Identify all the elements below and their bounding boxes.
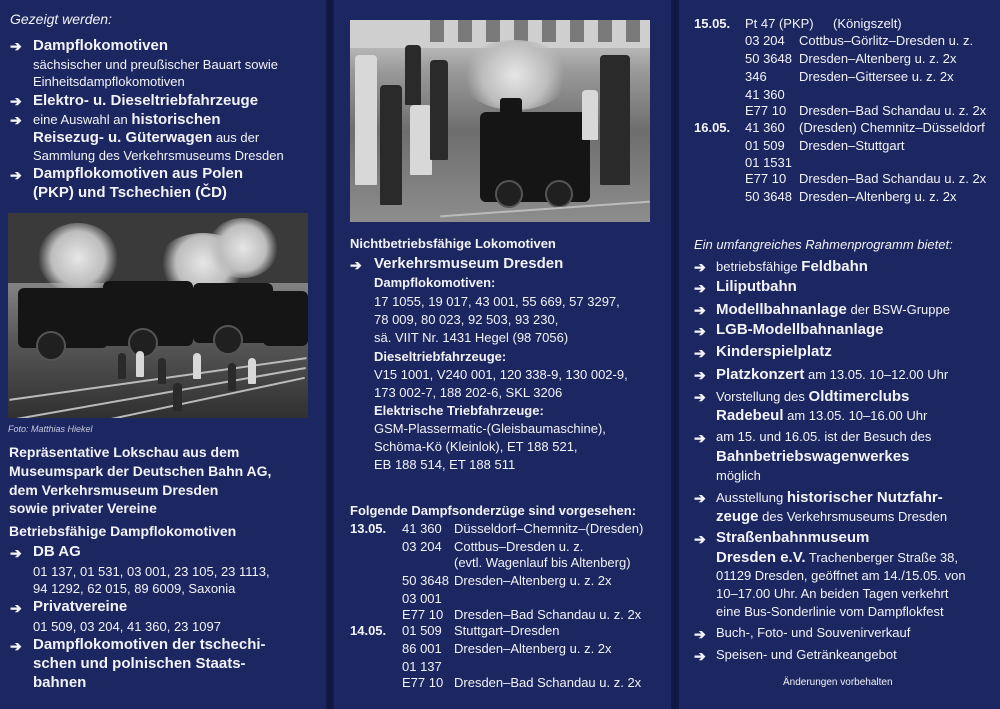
train-route: Düsseldorf–Chemnitz–(Dresden) bbox=[454, 521, 644, 536]
arrow-icon: ➔ bbox=[694, 490, 706, 506]
photo-credit: Foto: Matthias Hiekel bbox=[8, 424, 93, 434]
arrow-icon: ➔ bbox=[10, 638, 22, 654]
arrow-icon: ➔ bbox=[694, 389, 706, 405]
train-number: 01 137 bbox=[402, 659, 442, 674]
train-number: 50 3648 bbox=[745, 51, 792, 66]
program-item: Kinderspielplatz bbox=[716, 343, 832, 360]
train-number: 41 360 bbox=[402, 521, 442, 536]
text-line: sä. VIIT Nr. 1431 Hegel (98 7056) bbox=[374, 330, 569, 345]
fold-line bbox=[671, 0, 679, 709]
program-item: am 15. und 16.05. ist der Besuch des bbox=[716, 429, 932, 444]
arrow-icon: ➔ bbox=[694, 323, 706, 339]
train-number: 01 509 bbox=[402, 623, 442, 638]
train-route: Cottbus–Görlitz–Dresden u. z. bbox=[799, 33, 974, 48]
train-route: Cottbus–Dresden u. z. bbox=[454, 539, 584, 554]
arrow-icon: ➔ bbox=[694, 531, 706, 547]
train-route: (Dresden) Chemnitz–Düsseldorf bbox=[799, 120, 985, 135]
rahmenprogramm-heading: Ein umfangreiches Rahmenprogramm bietet: bbox=[694, 237, 953, 252]
program-item: zeuge des Verkehrsmuseums Dresden bbox=[716, 508, 948, 525]
train-route: Dresden–Altenberg u. z. 2x bbox=[454, 641, 612, 656]
train-number: Pt 47 (PKP) bbox=[745, 16, 814, 31]
arrow-icon: ➔ bbox=[694, 626, 706, 642]
text-line: sowie privater Vereine bbox=[9, 500, 157, 516]
program-item: LGB-Modellbahnanlage bbox=[716, 321, 884, 338]
date-label: 16.05. bbox=[694, 120, 731, 135]
train-number: 03 001 bbox=[402, 591, 442, 606]
train-number: 03 204 bbox=[745, 33, 785, 48]
train-number: 346 bbox=[745, 69, 767, 84]
text-line: Reisezug- u. Güterwagen aus der bbox=[33, 129, 260, 146]
photo-locomotives bbox=[8, 213, 308, 418]
heading-betriebsfaehig: Betriebsfähige Dampflokomotiven bbox=[9, 523, 237, 539]
heading-tschechisch: bahnen bbox=[33, 674, 87, 691]
footnote: Änderungen vorbehalten bbox=[783, 677, 893, 688]
text-line: Schöma-Kö (Kleinlok), ET 188 521, bbox=[374, 439, 578, 454]
program-item: Ausstellung historischer Nutzfahr- bbox=[716, 489, 943, 506]
arrow-icon: ➔ bbox=[10, 93, 22, 109]
heading-nichtbetriebsfaehig: Nichtbetriebsfähige Lokomotiven bbox=[350, 236, 556, 251]
arrow-icon: ➔ bbox=[694, 280, 706, 296]
intro-text: Gezeigt werden: bbox=[10, 11, 112, 27]
text-line: 01 509, 03 204, 41 360, 23 1097 bbox=[33, 619, 221, 634]
program-item: Vorstellung des Oldtimerclubs bbox=[716, 388, 910, 405]
train-route: Dresden–Bad Schandau u. z. 2x bbox=[799, 103, 987, 118]
program-item: Speisen- und Getränkeangebot bbox=[716, 647, 897, 662]
train-number: E77 10 bbox=[402, 675, 444, 690]
program-item: 10–17.00 Uhr. An beiden Tagen verkehrt bbox=[716, 586, 949, 601]
arrow-icon: ➔ bbox=[10, 545, 22, 561]
heading-dbag: DB AG bbox=[33, 543, 81, 560]
text-line: 01 137, 01 531, 03 001, 23 105, 23 1113, bbox=[33, 564, 270, 579]
text-line: GSM-Plassermatic-(Gleisbaumaschine), bbox=[374, 421, 606, 436]
fold-line bbox=[326, 0, 334, 709]
program-item: möglich bbox=[716, 468, 761, 483]
program-item: 01129 Dresden, geöffnet am 14./15.05. von bbox=[716, 568, 966, 583]
train-route: Dresden–Bad Schandau u. z. 2x bbox=[454, 607, 642, 622]
arrow-icon: ➔ bbox=[694, 648, 706, 664]
photo-model-locomotive bbox=[350, 20, 650, 222]
train-number: E77 10 bbox=[402, 607, 444, 622]
subheading: Dieseltriebfahrzeuge: bbox=[374, 349, 507, 364]
text-line: 17 1055, 19 017, 43 001, 55 669, 57 3297, bbox=[374, 294, 620, 309]
subheading: Elektrische Triebfahrzeuge: bbox=[374, 403, 544, 418]
text-line: 78 009, 80 023, 92 503, 93 230, bbox=[374, 312, 559, 327]
text-line: dem Verkehrsmuseum Dresden bbox=[9, 482, 219, 498]
date-label: 15.05. bbox=[694, 16, 731, 31]
program-item: Modellbahnanlage der BSW-Gruppe bbox=[716, 301, 950, 318]
text-line: Sammlung des Verkehrsmuseums Dresden bbox=[33, 148, 284, 163]
heading-polen: (PKP) und Tschechien (ČD) bbox=[33, 184, 227, 201]
text-line: Einheitsdampflokomotiven bbox=[33, 74, 185, 89]
arrow-icon: ➔ bbox=[350, 257, 362, 273]
arrow-icon: ➔ bbox=[694, 430, 706, 446]
program-item: Straßenbahnmuseum bbox=[716, 529, 870, 546]
train-number: E77 10 bbox=[745, 103, 787, 118]
train-number: 50 3648 bbox=[745, 189, 792, 204]
text-line: sächsischer und preußischer Bauart sowie bbox=[33, 57, 278, 72]
train-number: 50 3648 bbox=[402, 573, 449, 588]
heading-elektro: Elektro- u. Dieseltriebfahrzeuge bbox=[33, 92, 259, 109]
text-line: EB 188 514, ET 188 511 bbox=[374, 457, 516, 472]
program-item: betriebsfähige Feldbahn bbox=[716, 258, 868, 275]
train-number: 01 509 bbox=[745, 138, 785, 153]
train-number: 86 001 bbox=[402, 641, 442, 656]
heading-tschechisch: schen und polnischen Staats- bbox=[33, 655, 246, 672]
train-route: Dresden–Altenberg u. z. 2x bbox=[454, 573, 612, 588]
heading-polen: Dampflokomotiven aus Polen bbox=[33, 165, 244, 182]
train-route: Dresden–Stuttgart bbox=[799, 138, 905, 153]
train-route: Dresden–Bad Schandau u. z. 2x bbox=[454, 675, 642, 690]
text-line: eine Auswahl an historischen bbox=[33, 111, 221, 128]
text-line: Repräsentative Lokschau aus dem bbox=[9, 444, 240, 460]
train-route: Dresden–Bad Schandau u. z. 2x bbox=[799, 171, 987, 186]
heading-tschechisch: Dampflokomotiven der tschechi- bbox=[33, 636, 266, 653]
arrow-icon: ➔ bbox=[694, 259, 706, 275]
program-item: Dresden e.V. Trachenberger Straße 38, bbox=[716, 549, 958, 566]
train-number: 03 204 bbox=[402, 539, 442, 554]
arrow-icon: ➔ bbox=[10, 112, 22, 128]
heading-privatvereine: Privatvereine bbox=[33, 598, 128, 615]
train-number: 01 1531 bbox=[745, 155, 792, 170]
program-item: Buch-, Foto- und Souvenirverkauf bbox=[716, 625, 911, 640]
train-number: 41 360 bbox=[745, 120, 785, 135]
train-route: Dresden–Altenberg u. z. 2x bbox=[799, 189, 957, 204]
train-route: Dresden–Altenberg u. z. 2x bbox=[799, 51, 957, 66]
heading-verkehrsmuseum: Verkehrsmuseum Dresden bbox=[374, 255, 564, 272]
text-line: 94 1292, 62 015, 89 6009, Saxonia bbox=[33, 581, 236, 596]
date-label: 13.05. bbox=[350, 521, 387, 536]
arrow-icon: ➔ bbox=[10, 167, 22, 183]
train-route: (evtl. Wagenlauf bis Altenberg) bbox=[454, 555, 631, 570]
arrow-icon: ➔ bbox=[694, 367, 706, 383]
train-route: Stuttgart–Dresden bbox=[454, 623, 560, 638]
arrow-icon: ➔ bbox=[694, 345, 706, 361]
program-item: eine Bus-Sonderlinie vom Dampflokfest bbox=[716, 604, 944, 619]
text-line: V15 1001, V240 001, 120 338-9, 130 002-9, bbox=[374, 367, 628, 382]
program-item: Bahnbetriebswagenwerkes bbox=[716, 448, 910, 465]
train-route: (Königszelt) bbox=[833, 16, 902, 31]
train-number: E77 10 bbox=[745, 171, 787, 186]
date-label: 14.05. bbox=[350, 623, 387, 638]
heading-dampflokomotiven: Dampflokomotiven bbox=[33, 37, 169, 54]
train-number: 41 360 bbox=[745, 87, 785, 102]
arrow-icon: ➔ bbox=[10, 38, 22, 54]
arrow-icon: ➔ bbox=[10, 600, 22, 616]
program-item: Radebeul am 13.05. 10–16.00 Uhr bbox=[716, 407, 928, 424]
text-line: Museumspark der Deutschen Bahn AG, bbox=[9, 463, 272, 479]
arrow-icon: ➔ bbox=[694, 302, 706, 318]
program-item: Platzkonzert am 13.05. 10–12.00 Uhr bbox=[716, 366, 949, 383]
program-item: Liliputbahn bbox=[716, 278, 797, 295]
text-line: 173 002-7, 188 202-6, SKL 3206 bbox=[374, 385, 563, 400]
train-route: Dresden–Gittersee u. z. 2x bbox=[799, 69, 954, 84]
heading-sonderzuege: Folgende Dampfsonderzüge sind vorgesehen: bbox=[350, 503, 637, 518]
subheading: Dampflokomotiven: bbox=[374, 275, 496, 290]
